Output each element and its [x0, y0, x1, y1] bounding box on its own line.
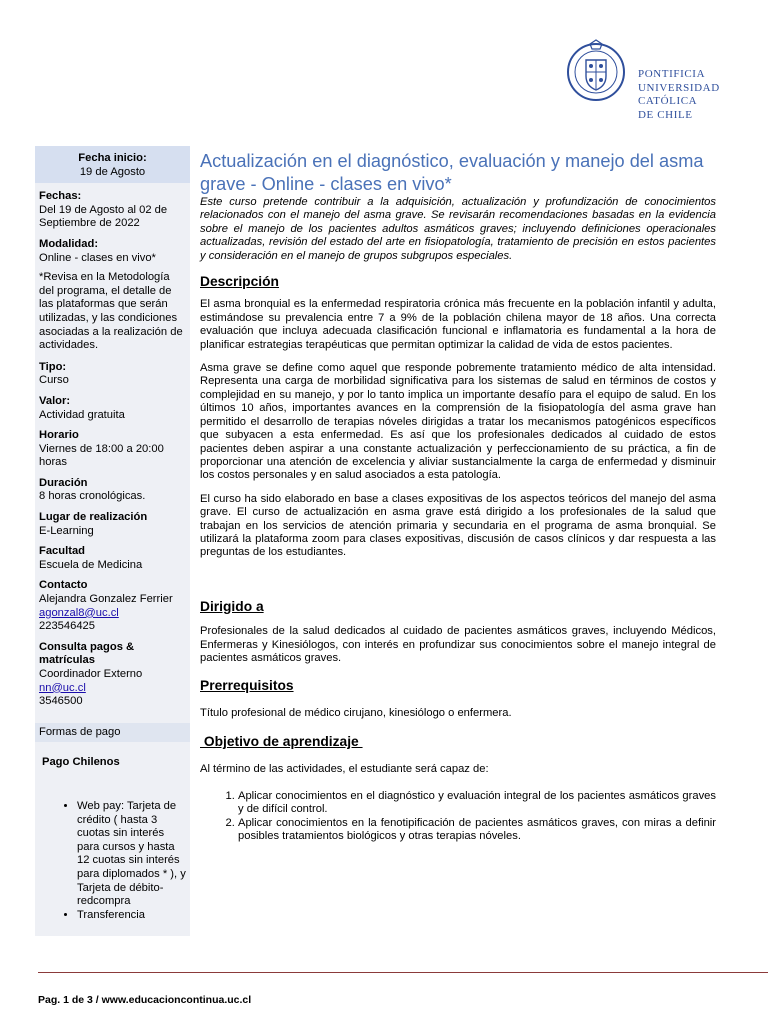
start-date-value: 19 de Agosto [79, 165, 146, 178]
duration-label: Duración [39, 476, 88, 489]
payments-phone: 3546500 [39, 695, 83, 708]
course-intro: Este curso pretende contribuir a la adquisición, actualización y profundización de conocimientos relacionados con el manejo del asma grave. Se revisarán recomendaciones basadas en la evidencia sobre el manejo de los pacientes adultos asmáticos graves; incluyendo definiciones operacionales actualizadas, revisión del estado del arte en fisiopatología, tratamiento de precisión en estos pacientes y consideración en el manejo de grupos subgrupos especiales. [200, 196, 716, 262]
university-logo [556, 32, 726, 132]
logo-line-1: PONTIFICIA [638, 68, 706, 80]
payment-option-webpay: • Web pay: Tarjeta de crédito ( hasta 3 cuotas sin interés para cursos y hasta 12 cuotas sin interés para diplomados * ), y Tarjeta de débito-redcompra [77, 800, 190, 909]
description-paragraph-3: El curso ha sido elaborado en base a clases expositivas de los aspectos teóricos del manejo del asma grave. El curso de actualización en asma grave está dirigido a los profesionales de la salud que trabajan en los servicios de atención primaria y secundaria en el programa de asma bronquial. Se utilizará la plataforma zoom para clases expositivas, discusión de casos clínicos y dar respuesta a las preguntas de los estudiantes. [200, 492, 716, 559]
audience-text: Profesionales de la salud dedicados al cuidado de pacientes asmáticos graves, incluyendo Médicos, Enfermeras y Kinesiólogos, con interés en profundizar sus conocimientos sobre el manejo integral de pacientes asmáticos graves. [200, 625, 716, 664]
price-value: Actividad gratuita [39, 408, 125, 421]
location-value: E-Learning [39, 524, 94, 537]
faculty-label: Facultad [39, 545, 86, 558]
chilean-payment-title: Pago Chilenos [42, 756, 120, 769]
university-name [638, 68, 720, 122]
contact-label: Contacto [39, 579, 88, 592]
course-main-content [200, 150, 716, 844]
learning-objectives-list [200, 790, 716, 844]
start-date-label: Fecha inicio: [78, 152, 147, 164]
learning-objective-item: 2. Aplicar conocimientos en la fenotipificación de pacientes asmáticos graves, con miras a definir posibles tratamientos biológicos y otras terapias nóveles. [238, 817, 716, 844]
schedule-label: Horario [39, 429, 79, 442]
modality-note: *Revisa en la Metodología del programa, el detalle de las plataformas que serán utilizadas, y las condiciones asociadas a la realización de actividades. [39, 271, 183, 352]
dates-value: Del 19 de Agosto al 02 de Septiembre de 2022 [39, 203, 168, 230]
logo-line-4: DE CHILE [638, 108, 693, 121]
logo-line-3: CATÓLICA [638, 95, 698, 107]
duration-value: 8 horas cronológicas. [39, 490, 146, 503]
learning-objective-intro: Al término de las actividades, el estudiante será capaz de: [200, 762, 489, 775]
contact-name: Alejandra Gonzalez Ferrier [39, 593, 173, 606]
price-label: Valor: [39, 394, 71, 407]
university-seal-icon [564, 38, 628, 122]
payment-options-list [35, 800, 190, 922]
course-info-sidebar [35, 146, 190, 936]
footer-divider [38, 972, 768, 973]
contact-email-link[interactable]: agonzal8@uc.cl [39, 606, 119, 619]
audience-heading: Dirigido a [200, 598, 264, 614]
description-heading: Descripción [200, 274, 279, 290]
page-footer: Pag. 1 de 3 / www.educacioncontinua.uc.cl [38, 994, 252, 1006]
payments-email-link[interactable]: nn@uc.cl [39, 681, 86, 694]
contact-phone: 223546425 [39, 620, 95, 633]
type-value: Curso [39, 374, 69, 387]
payments-contact-label: Consulta pagos & matrículas [39, 640, 135, 667]
type-label: Tipo: [39, 360, 67, 373]
course-title: Actualización en el diagnóstico, evaluación y manejo del asma grave - Online - clases en vivo* [200, 151, 704, 194]
modality-value: Online - clases en vivo* [39, 251, 156, 264]
learning-objective-heading: Objetivo de aprendizaje [200, 734, 363, 750]
location-label: Lugar de realización [39, 511, 148, 524]
start-date-box [35, 146, 190, 183]
dates-label: Fechas: [39, 190, 82, 203]
payment-option-transfer: • Transferencia [77, 909, 190, 923]
modality-label: Modalidad: [39, 237, 99, 250]
schedule-value: Viernes de 18:00 a 20:00 horas [39, 442, 164, 469]
prerequisites-text: Título profesional de médico cirujano, kinesiólogo o enfermera. [200, 706, 512, 719]
payment-methods-header: Formas de pago [35, 723, 190, 743]
logo-line-2: UNIVERSIDAD [638, 81, 720, 94]
prerequisites-heading: Prerrequisitos [200, 678, 294, 694]
faculty-value: Escuela de Medicina [39, 558, 143, 571]
payments-contact-name: Coordinador Externo [39, 668, 143, 680]
description-paragraph-2: Asma grave se define como aquel que responde pobremente tratamiento médico de alta intensidad. Representa una carga de morbilidad significativa para los sistemas de salud en términos de costos y complejidad en su manejo, y por lo tanto implica un importante desafío para el equipo de salud. En los últimos 10 años, importantes avances en la comprensión de la fisiopatología del asma grave han permitido el desarrollo de terapias nóveles dirigidas a tratar los mecanismos patogénicos específicos que subyacen a esta enfermedad. Es así que los profesionales dedicados al cuidado de estos pacientes deben aspirar a una constante actualización y perfeccionamiento de su práctica, a fin de proporcionar una atención de excelencia y aliviar sustancialmente la carga de enfermedad y disminuir los costos personales y en salud asociados a esta patología. [200, 362, 716, 482]
learning-objective-item: 1. Aplicar conocimientos en el diagnóstico y evaluación integral de los pacientes asmáticos graves y de difícil control. [238, 790, 716, 817]
description-paragraph-1: El asma bronquial es la enfermedad respiratoria crónica más frecuente en la población infantil y adulta, estimándose su prevalencia entre 7 a 9% de la población chilena mayor de 18 años. Una correcta evaluación que incluya adecuada clasificación funcional e inflamatoria es fundamental a la hora de planificar estrategias terapéuticas que permitan optimizar la calidad de vida de estos pacientes. [200, 298, 716, 351]
